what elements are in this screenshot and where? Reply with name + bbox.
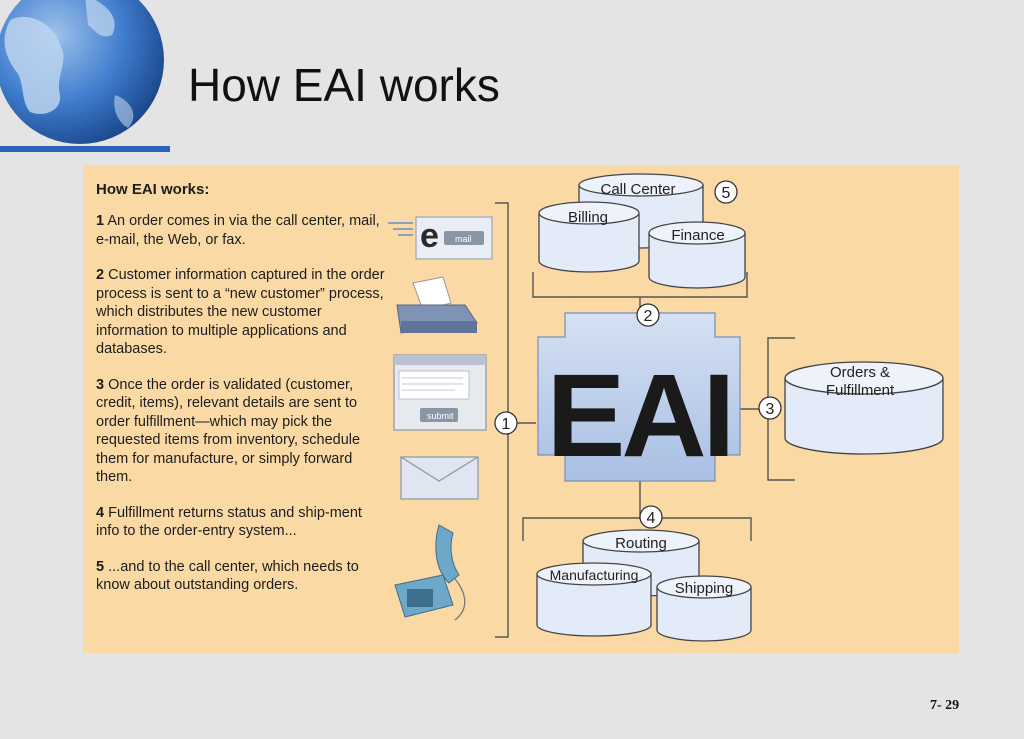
fax-icon [397, 277, 477, 333]
database-billing [539, 202, 639, 272]
marker-5 [715, 181, 737, 203]
globe-logo [0, 0, 170, 152]
step-text: An order comes in via the call center, mail, e-mail, the Web, or fax. [96, 213, 380, 248]
step-number: 5 [96, 558, 105, 575]
database-label: Call Center [600, 181, 676, 198]
telephone-icon [395, 525, 465, 620]
eai-diagram [83, 165, 959, 653]
steps-heading: How EAI works: [96, 181, 210, 198]
database-label: Billing [567, 209, 609, 226]
marker-3 [759, 397, 781, 419]
database-manufacturing [537, 563, 651, 636]
step-text: Customer information captured in the order process is sent to a “new customer” process, which distributes the new customer information to multiple applications and databases. [96, 267, 385, 357]
database-label: Routing [615, 535, 667, 552]
step-number: 4 [96, 504, 105, 521]
page-number: 7- 29 [930, 698, 960, 713]
database-orders-fulfillment [785, 362, 943, 454]
step-number: 2 [96, 267, 105, 283]
marker-4 [640, 506, 662, 528]
marker-number: 5 [721, 185, 731, 202]
marker-number: 2 [643, 308, 653, 325]
eai-figure-panel [83, 165, 959, 653]
eai-hub [538, 313, 740, 482]
marker-number: 1 [501, 416, 511, 433]
database-label: Orders & [829, 364, 891, 381]
step-number: 3 [96, 376, 105, 393]
database-shipping [657, 576, 751, 641]
email-button-label: mail [455, 234, 472, 244]
marker-number: 4 [646, 510, 656, 527]
mail-envelope-icon [401, 457, 478, 499]
database-label: Manufacturing [549, 567, 639, 583]
marker-1 [495, 412, 517, 434]
database-label: Shipping [674, 580, 734, 597]
eai-hub-label: EAI [546, 350, 732, 482]
step-text: ...and to the call center, which needs to know about outstanding orders. [96, 558, 359, 593]
database-finance [649, 222, 745, 288]
email-icon [388, 217, 492, 259]
email-letter: e [420, 217, 439, 255]
step-text: Fulfillment returns status and ship-ment info to the order-entry system... [96, 504, 362, 539]
marker-2 [637, 304, 659, 326]
database-label: Finance [671, 227, 725, 244]
slide-title: How EAI works [188, 59, 500, 111]
marker-number: 3 [765, 401, 775, 418]
step-text: Once the order is validated (customer, credit, items), relevant details are sent to order fulfillment—which may pick the requested items from inventory, schedule them for manufacture, or simply forward them. [96, 376, 361, 485]
database-label: Fulfillment [825, 382, 895, 399]
submit-button-label: submit [427, 411, 454, 421]
step-number: 1 [96, 213, 105, 229]
web-form-icon [394, 355, 486, 430]
